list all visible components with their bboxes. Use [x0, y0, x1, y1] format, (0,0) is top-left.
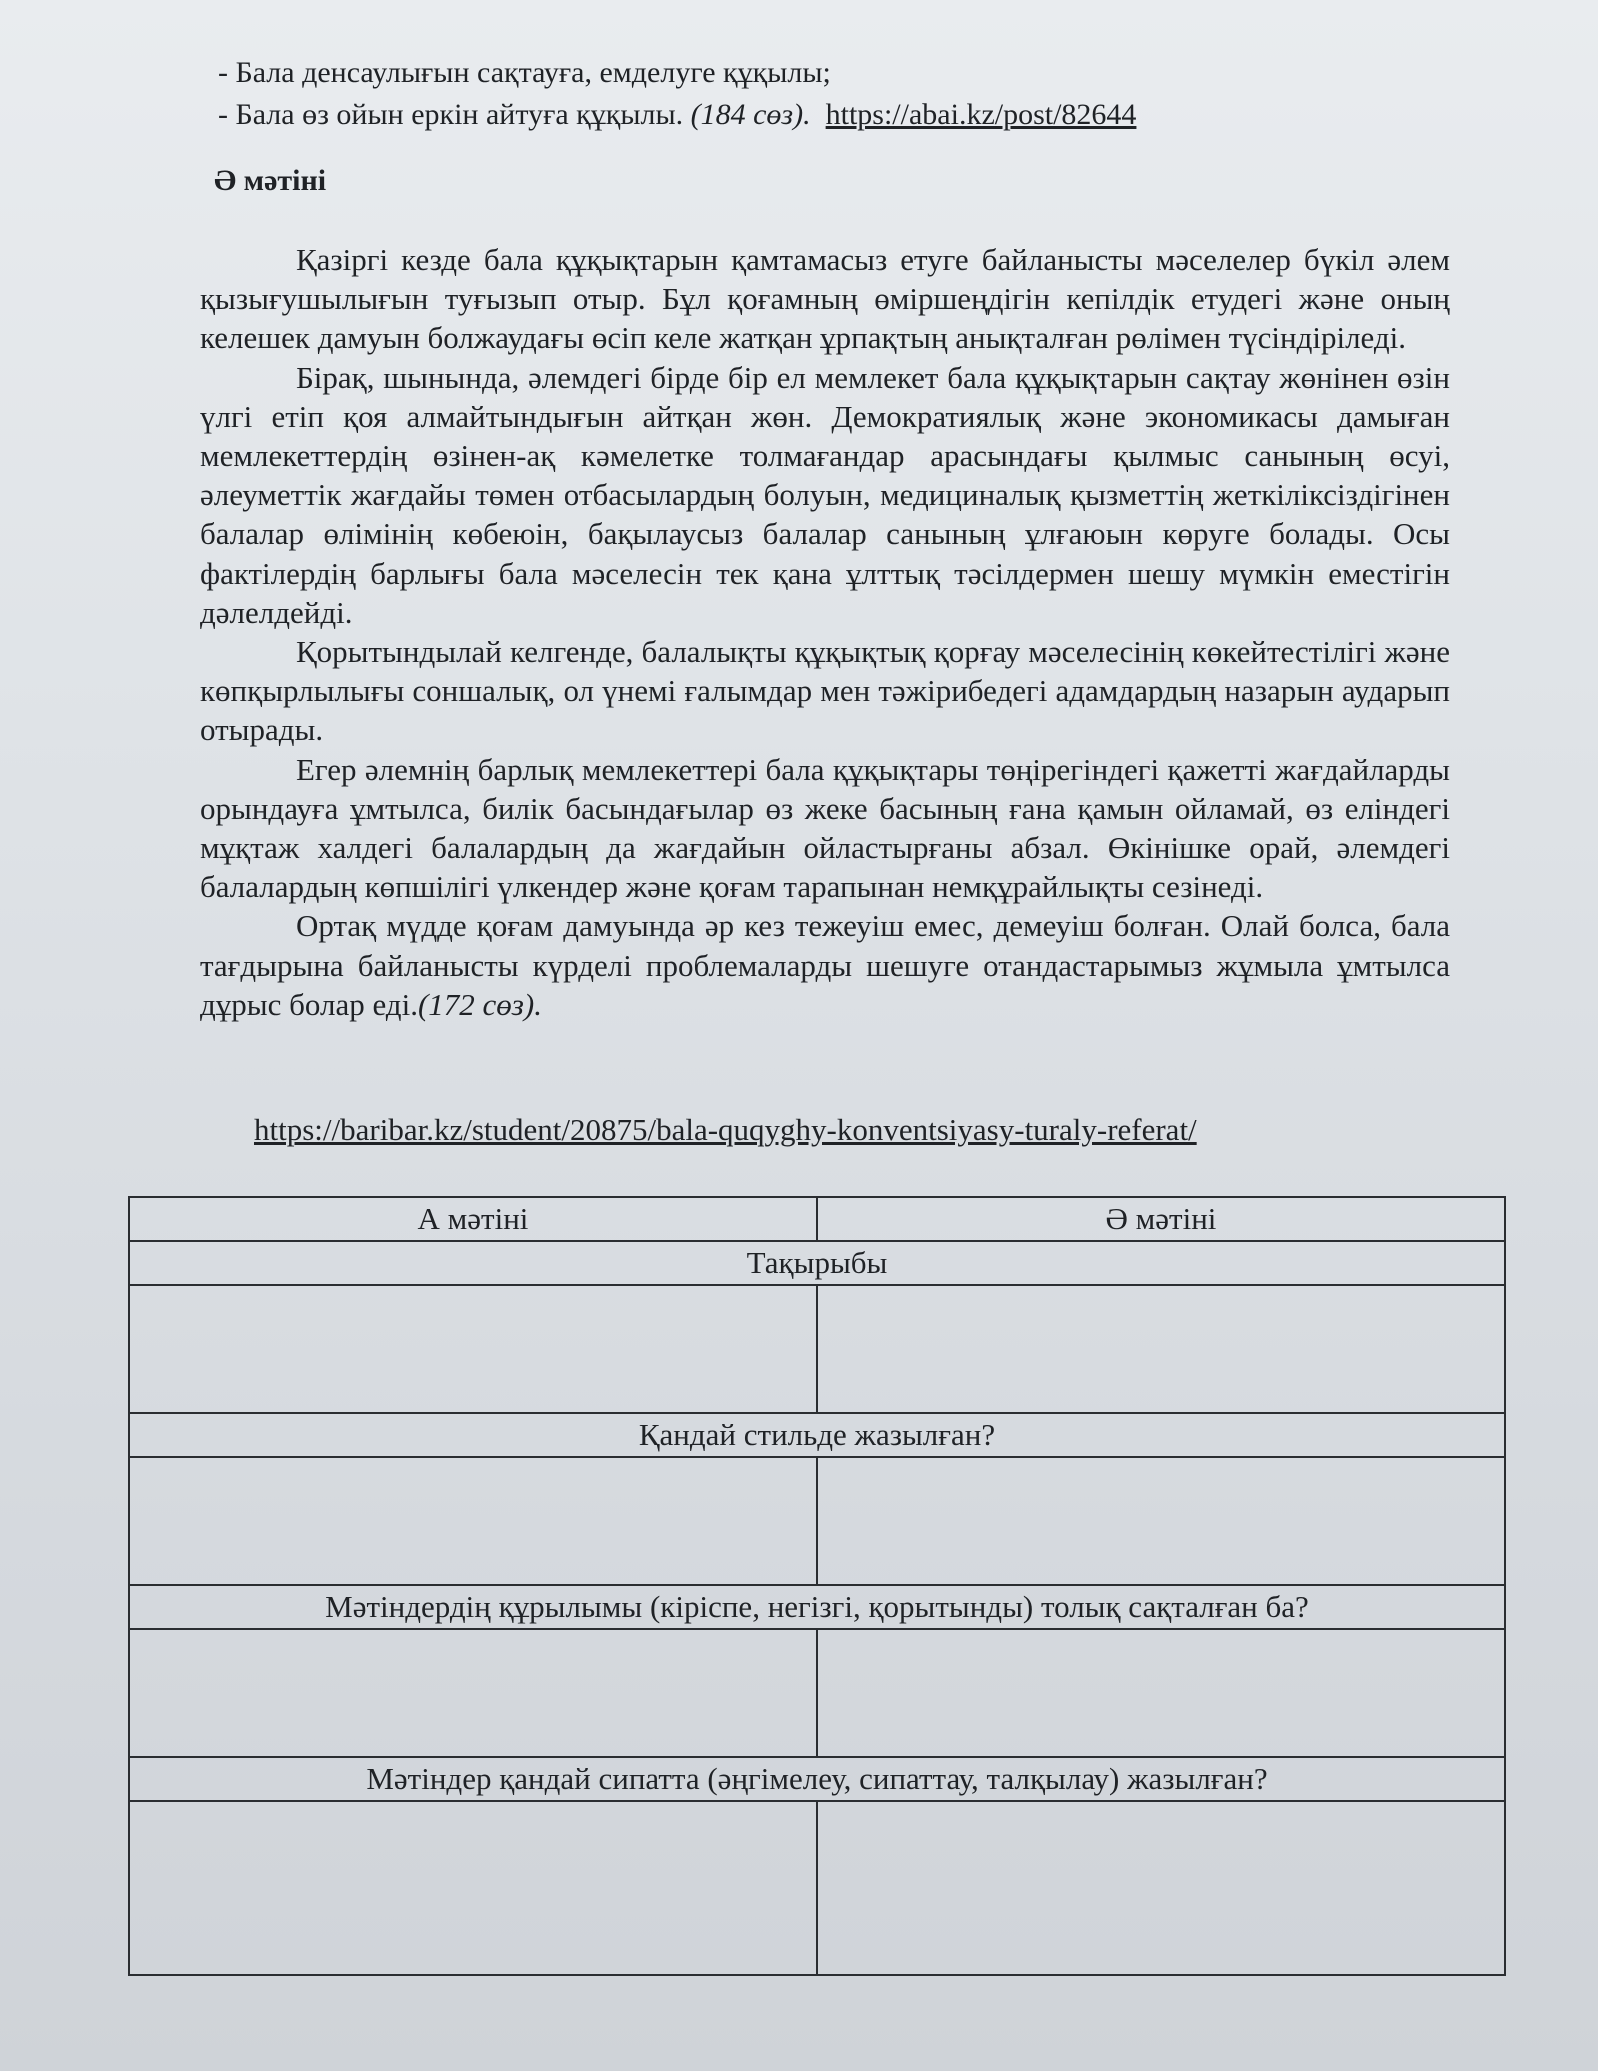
column-header-text-a: А мәтіні — [129, 1197, 817, 1241]
paragraph: Егер әлемнің барлық мемлекеттері бала құқықтары төңірегіндегі қажетті жағдайларды орындауға ұмтылса, билік басындағылар өз жеке басының ғана қамын ойламай, өз еліндегі мұқтаж халдегі балалардың да жағдайын ойластырғаны абзал. Өкінішке орай, әлемдегі балалардың көпшілігі үлкендер және қоғам тарапынан немқұрайлықты сезінеді. — [200, 751, 1450, 905]
source-link-abai[interactable]: https://abai.kz/post/82644 — [825, 98, 1137, 131]
source-line — [254, 1112, 1197, 1148]
answer-cell-b[interactable] — [817, 1285, 1505, 1413]
table-header-row — [129, 1197, 1505, 1241]
bullet-item — [218, 52, 1418, 94]
answer-row — [129, 1801, 1505, 1975]
source-link-baribar[interactable]: https://baribar.kz/student/20875/bala-quqyghy-konventsiyasy-turaly-referat/ — [254, 1112, 1197, 1147]
answer-cell-a[interactable] — [129, 1457, 817, 1585]
question-row — [129, 1413, 1505, 1457]
answer-cell-b[interactable] — [817, 1457, 1505, 1585]
paragraph: Қорытындылай келгенде, балалықты құқықтық қорғау мәселесінің көкейтестілігі және көпқырлылығы соншалық, ол үнемі ғалымдар мен тәжірибедегі адамдардың назарын аударып отырады. — [200, 634, 1450, 748]
answer-cell-b[interactable] — [817, 1801, 1505, 1975]
word-count-note: (172 сөз). — [417, 986, 542, 1022]
answer-row — [129, 1285, 1505, 1413]
paragraph-last — [200, 906, 1450, 1024]
question-row — [129, 1757, 1505, 1801]
answer-cell-b[interactable] — [817, 1629, 1505, 1757]
question-cell: Қандай стильде жазылған? — [129, 1413, 1505, 1457]
answer-cell-a[interactable] — [129, 1629, 817, 1757]
rights-bullet-list — [218, 52, 1418, 136]
question-cell: Тақырыбы — [129, 1241, 1505, 1285]
bullet-item — [218, 94, 1418, 136]
answer-cell-a[interactable] — [129, 1285, 817, 1413]
word-count-note: (184 сөз). — [690, 98, 811, 131]
paragraph-text: Ортақ мүдде қоғам дамуында әр кез тежеуіш емес, демеуіш болған. Олай болса, бала тағдырына байланысты күрделі проблемаларды шешуге отандастарымыз жұмыла ұмтылса дұрыс болар еді. — [200, 908, 1450, 1022]
question-row — [129, 1585, 1505, 1629]
answer-row — [129, 1629, 1505, 1757]
answer-cell-a[interactable] — [129, 1801, 817, 1975]
section-title: Ә мәтіні — [214, 164, 327, 197]
question-row — [129, 1241, 1505, 1285]
text-body — [200, 240, 1450, 1024]
bullet-text: - Бала өз ойын еркін айтуға құқылы. — [218, 98, 684, 131]
answer-row — [129, 1457, 1505, 1585]
question-cell: Мәтіндер қандай сипатта (әңгімелеу, сипаттау, талқылау) жазылған? — [129, 1757, 1505, 1801]
column-header-text-b: Ә мәтіні — [817, 1197, 1505, 1241]
question-cell: Мәтіндердің құрылымы (кіріспе, негізгі, қорытынды) толық сақталған ба? — [129, 1585, 1505, 1629]
bullet-text: - Бала денсаулығын сақтауға, емделуге құқылы; — [218, 56, 831, 89]
comparison-table — [128, 1196, 1506, 1976]
paragraph: Бірақ, шынында, әлемдегі бірде бір ел мемлекет бала құқықтарын сақтау жөнінен өзін үлгі етіп қоя алмайтындығын айтқан жөн. Демократиялық және экономикасы дамыған мемлекеттердің өзінен-ақ кәмелетке толмағандар арасындағы қылмыс санының өсуі, әлеуметтік жағдайы төмен отбасылардың болуын, медициналық қызметтің жеткіліксіздігінен балалар өлімінің көбеюін, бақылаусыз балалар санының ұлғаюын көруге болады. Осы фактілердің барлығы бала мәселесін тек қана ұлттық тәсілдермен шешу мүмкін еместігін дәлелдейді. — [200, 359, 1450, 630]
paragraph: Қазіргі кезде бала құқықтарын қамтамасыз етуге байланысты мәселелер бүкіл әлем қызығушылығын туғызып отыр. Бұл қоғамның өміршеңдігін кепілдік етудегі және оның келешек дамуын болжаудағы өсіп келе жатқан ұрпақтың анықталған рөлімен түсіндіріледі. — [200, 242, 1450, 356]
